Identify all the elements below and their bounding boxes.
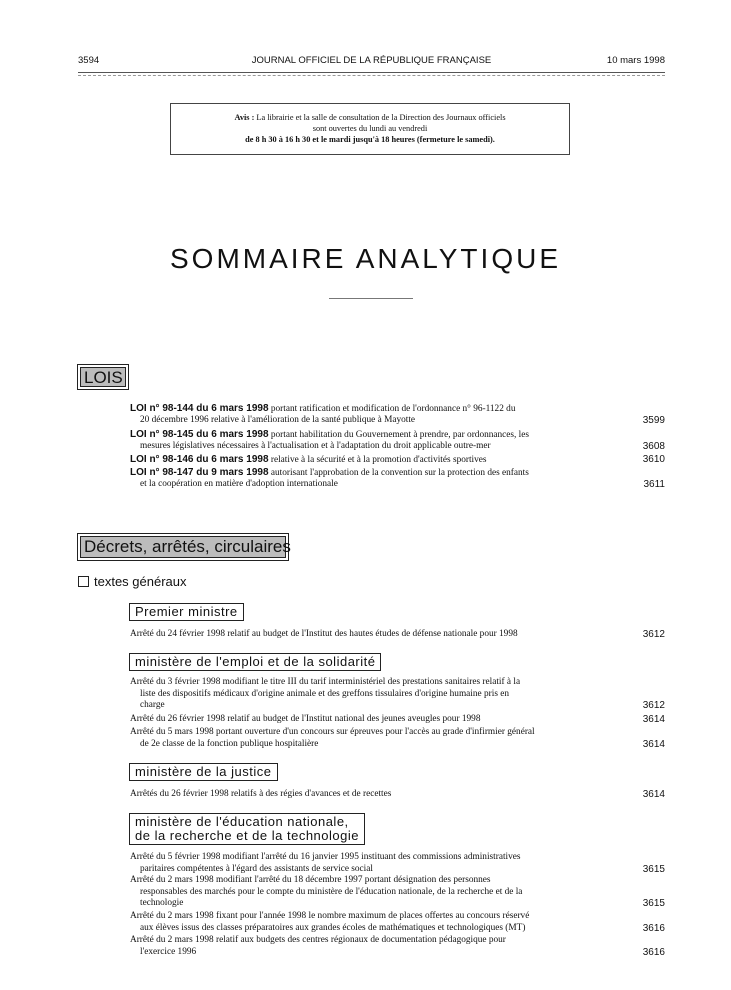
- law-entry: [130, 454, 665, 466]
- decree-text-cont: responsables des marchés pour le compte du ministère de l'éducation nationale, de la recherche et de la: [140, 886, 523, 897]
- lois-heading: LOIS: [80, 367, 126, 387]
- decree-entry: [130, 935, 665, 958]
- page-ref: 3616: [642, 922, 665, 934]
- decree-text: Arrêtés du 26 février 1998 relatifs à des régies d'avances et de recettes: [130, 789, 392, 799]
- page-ref: 3612: [642, 629, 665, 640]
- page-ref: 3615: [642, 898, 665, 909]
- law-description: relative à la sécurité et à la promotion d'activités sportives: [270, 455, 487, 465]
- checkbox-square-icon: [78, 576, 89, 587]
- lois-heading-box: [77, 364, 129, 390]
- law-reference: LOI n° 98-144 du 6 mars 1998: [130, 403, 269, 414]
- page-number: 3594: [78, 55, 100, 66]
- decrets-heading: Décrets, arrêtés, circulaires: [80, 536, 286, 558]
- law-description: portant ratification et modification de l'ordonnance n° 96-1122 du: [270, 404, 516, 414]
- page-ref: 3614: [642, 738, 665, 750]
- page-ref: 3610: [642, 454, 665, 465]
- decree-entry: [130, 677, 665, 712]
- header-rule: [78, 72, 665, 73]
- decree-entry: [130, 911, 665, 934]
- page-ref: 3615: [642, 863, 665, 875]
- law-description: autorisant l'approbation de la convention sur la protection des enfants: [270, 468, 529, 478]
- decree-text: Arrêté du 2 mars 1998 modifiant l'arrêté du 18 décembre 1997 portant désignation des personnes: [130, 875, 491, 885]
- law-reference: LOI n° 98-146 du 6 mars 1998: [130, 454, 269, 465]
- law-entry: [130, 467, 665, 490]
- decree-text: Arrêté du 2 mars 1998 fixant pour l'année 1998 le nombre maximum de places offertes au concours réservé: [130, 911, 530, 921]
- decree-text: Arrêté du 24 février 1998 relatif au budget de l'Institut des hautes études de défense nationale pour 1998: [130, 629, 518, 639]
- decree-text-cont: l'exercice 1996: [140, 946, 197, 957]
- law-description-cont: et la coopération en matière d'adoption internationale: [140, 478, 338, 489]
- decree-text: Arrêté du 5 mars 1998 portant ouverture d'un concours sur épreuves pour l'accès au grade d'infirmier général: [130, 727, 535, 737]
- decree-text: Arrêté du 5 février 1998 modifiant l'arrêté du 16 janvier 1995 instituant des commissions administratives: [130, 852, 521, 862]
- decree-text-cont: liste des dispositifs médicaux d'origine animale et des greffons tissulaires d'origine humaine pris en: [140, 688, 510, 699]
- section-emploi-solidarite: ministère de l'emploi et de la solidarité: [129, 653, 381, 671]
- page-title: SOMMAIRE ANALYTIQUE: [170, 243, 561, 274]
- law-reference: LOI n° 98-147 du 9 mars 1998: [130, 467, 269, 478]
- textes-generaux-heading: [78, 574, 187, 589]
- page-header: [78, 55, 665, 69]
- journal-title: JOURNAL OFFICIEL DE LA RÉPUBLIQUE FRANÇAISE: [251, 55, 492, 66]
- notice-line-2: sont ouvertes du lundi au vendredi: [312, 124, 428, 133]
- decree-text: Arrêté du 3 février 1998 modifiant le titre III du tarif interministériel des prestations sanitaires relatif à la: [130, 677, 521, 687]
- notice-line-1: La librairie et la salle de consultation de la Direction des Journaux officiels: [256, 113, 506, 122]
- decree-text-cont: technologie: [140, 898, 184, 908]
- decree-text-cont: de 2e classe de la fonction publique hospitalière: [140, 738, 319, 749]
- law-reference: LOI n° 98-145 du 6 mars 1998: [130, 429, 269, 440]
- issue-date: 10 mars 1998: [606, 55, 665, 66]
- page-ref: 3614: [642, 789, 665, 800]
- page-ref: 3616: [642, 946, 665, 958]
- decree-text: Arrêté du 2 mars 1998 relatif aux budgets des centres régionaux de documentation pédagogique pour: [130, 935, 506, 945]
- decree-text: Arrêté du 26 février 1998 relatif au budget de l'Institut national des jeunes aveugles pour 1998: [130, 714, 481, 724]
- notice-label: Avis :: [234, 113, 255, 122]
- title-divider: [329, 298, 413, 299]
- section-education-recherche: [129, 813, 365, 845]
- decree-entry: [130, 875, 665, 910]
- decrets-heading-box: [77, 533, 289, 561]
- decree-entry: [130, 714, 665, 726]
- decree-text-cont: charge: [140, 700, 165, 710]
- page-ref: 3612: [642, 700, 665, 711]
- law-description-cont: mesures législatives nécessaires à l'actualisation et à l'adaptation du droit applicable outre-mer: [140, 440, 491, 451]
- subheading-label: textes généraux: [94, 574, 187, 589]
- page-ref: 3611: [643, 478, 665, 490]
- page-ref: 3599: [642, 414, 665, 426]
- section-premier-ministre: Premier ministre: [129, 603, 244, 621]
- notice-line-3: de 8 h 30 à 16 h 30 et le mardi jusqu'à 18 heures (fermeture le samedi).: [245, 135, 495, 144]
- decree-entry: [130, 629, 665, 641]
- page-ref: 3614: [642, 714, 665, 725]
- section-justice: ministère de la justice: [129, 763, 278, 781]
- decree-entry: [130, 789, 665, 801]
- law-entry: [130, 429, 665, 452]
- page-ref: 3608: [642, 440, 665, 452]
- section-name-line-1: ministère de l'éducation nationale,: [135, 814, 349, 829]
- decree-entry: [130, 852, 665, 875]
- decree-entry: [130, 727, 665, 750]
- decree-text-cont: aux élèves issus des classes préparatoires aux grandes écoles de mathématiques et technologiques (MT): [140, 922, 526, 933]
- law-description: portant habilitation du Gouvernement à prendre, par ordonnances, les: [270, 430, 530, 440]
- law-description-cont: 20 décembre 1996 relative à l'amélioration de la santé publique à Mayotte: [140, 414, 416, 425]
- decree-text-cont: paritaires compétentes à l'égard des assistants de service social: [140, 863, 373, 874]
- law-entry: [130, 403, 665, 426]
- notice-box: [170, 103, 570, 155]
- header-rule-secondary: [78, 75, 665, 76]
- section-name-line-2: de la recherche et de la technologie: [135, 828, 359, 843]
